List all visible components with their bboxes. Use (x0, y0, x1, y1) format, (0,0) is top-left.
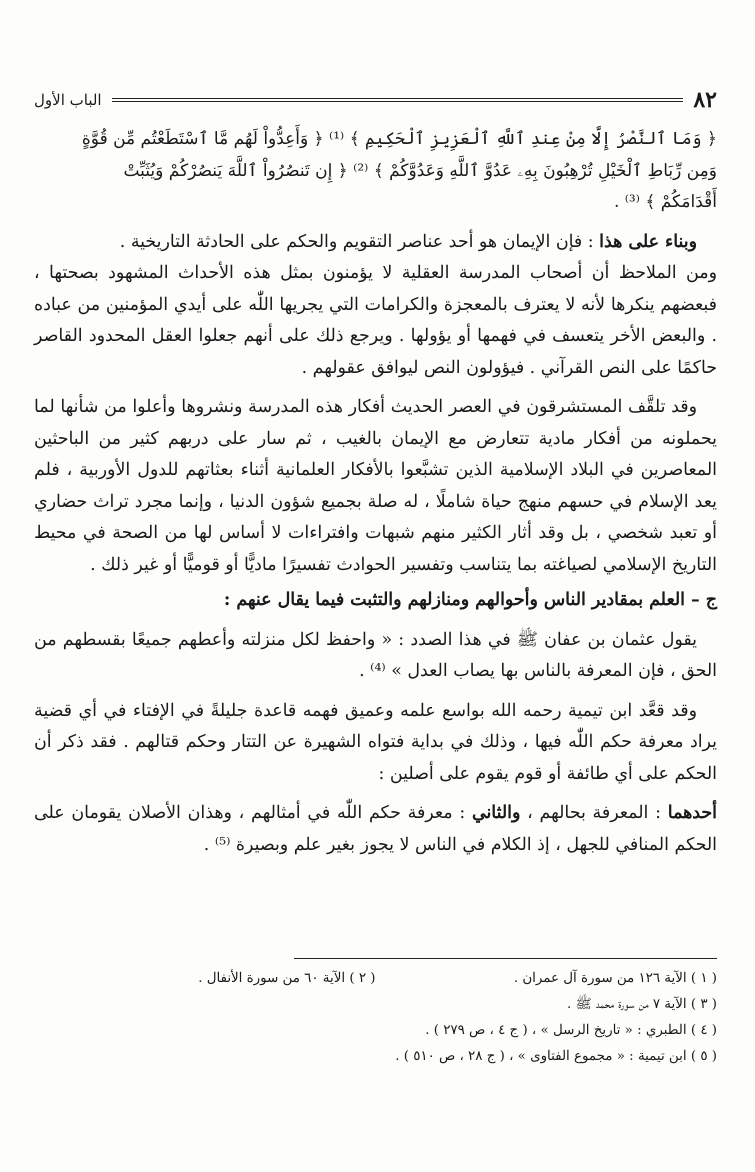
header-rule (112, 98, 684, 102)
paragraph (34, 227, 717, 259)
running-header (34, 86, 717, 114)
paragraph-lead: وبناء على هذا (599, 231, 697, 252)
paragraph: وقد قعَّد ابن تيمية رحمه الله بواسع علمه وعميق فهمه قاعدة جليلةً في الإفتاء في أي قضية يراد معرفة حكم اللّٰه فيها ، وذلك في بداية فتواه الشهيرة عن التتار وحكم قتالهم . فقد ذكر أن الحكم على أي طائفة أو قوم يقوم على أصلين : (34, 700, 717, 784)
paragraph-text: : فإن الإيمان هو أحد عناصر التقويم والحكم على الحادثة التاريخية . (119, 231, 600, 252)
footnote: ( ٤ ) الطبري : « تاريخ الرسل » ، ( ج ٤ ، ص ٢٧٩ ) . (425, 1023, 717, 1038)
footnote-row (34, 1018, 717, 1044)
footnote: ( ٢ ) الآية ٦٠ من سورة الأنفال . (198, 971, 376, 986)
spacer (34, 617, 717, 625)
paragraph: وقد تلقَّف المستشرقون في العصر الحديث أفكار هذه المدرسة ونشروها وأعلوا من شأنها لما يحملونه من أفكار مادية تتعارض مع الإيمان بالغيب ، ثم سار على دربهم كثير من الباحثين المعاصرين في البلاد الإسلامية الذين تشبَّعوا بالأفكار العلمانية أثناء بعثاتهم للدول الأوربية ، فلم يعد الإسلام في حسهم منهج حياة شاملًا ، له صلة بجميع شؤون الدنيا ، وإنما مجرد تراث حضاري أو تعبد شخصي ، بل وقد أثار الكثير منهم شبهات وافتراءات لا أساس لها من الصحة في محيط التاريخ الإسلامي لصياغته بما يتناسب وتفسير الحوادث تفسيرًا ماديًّا أو قوميًّا أو غير ذلك . (34, 397, 717, 575)
footnote: ( ١ ) الآية ١٢٦ من سورة آل عمران . (513, 971, 717, 986)
spacer (34, 384, 717, 392)
paragraph: ومن الملاحظ أن أصحاب المدرسة العقلية لا يؤمنون بمثل هذه الأحداث المشهود بصحتها ، فبعضهم ينكرها لأنه لا يعترف بالمعجزة والكرامات التي يجريها اللّٰه على أيدي المؤمنين من عباده . والبعض الأخر يتعسف في فهمها أو يؤولها . ويرجع ذلك على أنهم جعلوا العقل المحدود القاصر حاكمًا على النص القرآني . فيؤولون النص ليوافق عقولهم . (34, 263, 717, 378)
footnote-separator (294, 958, 717, 959)
spacer (34, 790, 717, 798)
quran-verse-line: أَقْدَامَكُمْ ﴾ ⁽³⁾ . (613, 192, 717, 212)
quran-verse-line: ﴿ وَمَا ٱلنَّصْرُ إِلَّا مِنْ عِندِ ٱللَّهِ ٱلْعَزِيزِ ٱلْحَكِيمِ ﴾ ⁽¹⁾ ﴿ وَأَعِدُّواْ لَهُم مَّا ٱسْتَطَعْتُم مِّن قُوَّةٍ (81, 129, 717, 149)
page-number: ٨٢ (693, 87, 717, 113)
section-heading: ج – العلم بمقادير الناس وأحوالهم ومنازلهم والتثبت فيما يقال عنهم : (223, 590, 717, 610)
paragraph: يقول عثمان بن عفان ﷺ في هذا الصدد : « واحفظ لكل منزلته وأعطهم جميعًا بقسطهم من الحق ، فإن المعرفة بالناس بها يصاب العدل » ⁽⁴⁾ . (34, 629, 717, 681)
paragraph-text: : المعرفة بحالهم ، (520, 803, 668, 823)
paragraph-lead: والثاني (471, 803, 521, 823)
book-page (34, 0, 717, 1172)
paragraph-text: : معرفة حكم اللّٰه في أمثالهم ، وهذان الأصلان يقومان على الحكم المنافي للجهل ، إذ الكلام في الناس لا يجوز بغير علم وبصيرة ⁽⁵⁾ . (34, 803, 717, 855)
footnote: ( ٥ ) ابن تيمية : « مجموع الفتاوى » ، ( ج ٢٨ ، ص ٥١٠ ) . (395, 1049, 717, 1064)
quran-verse-line: وَمِن رِّبَاطِ ٱلْخَيْلِ تُرْهِبُونَ بِهِۦ عَدُوَّ ٱللَّهِ وَعَدُوَّكُمْ ﴾ ⁽²⁾ ﴿ إِن تَنصُرُواْ ٱللَّهَ يَنصُرْكُمْ وَيُثَبِّتْ (123, 160, 717, 181)
spacer (34, 219, 717, 227)
paragraph-lead: أحدهما (667, 803, 717, 823)
footnote-row (34, 992, 717, 1018)
footnotes (34, 966, 717, 1070)
footnote-row (34, 1044, 717, 1070)
paragraph (34, 798, 717, 861)
main-text (34, 124, 717, 861)
chapter-title: الباب الأول (34, 91, 102, 109)
footnote: ( ٣ ) الآية ٧ من سورة محمد ﷺ . (567, 997, 717, 1012)
footnote-row (34, 966, 717, 992)
spacer (34, 688, 717, 696)
